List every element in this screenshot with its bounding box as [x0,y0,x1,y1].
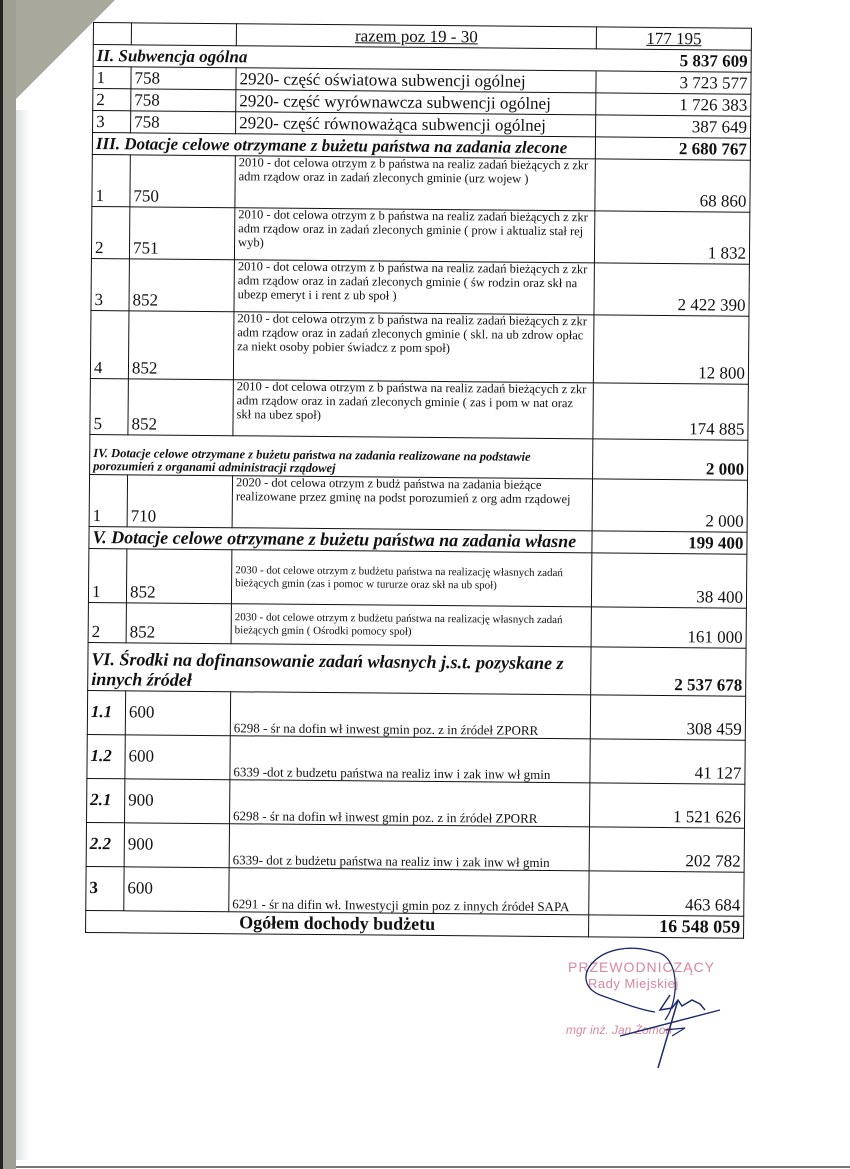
section-header-iv [90,434,748,480]
table-row [89,474,747,532]
row-dzial: 751 [129,207,234,260]
row-lp: 5 [90,378,128,434]
row-lp: 2 [93,89,131,111]
row-description: 2920- część oświatowa subwencji ogólnej [236,68,596,93]
row-description: 2010 - dot celowa otrzym z b państwa na realiz zadań bieżących z zkr adm rządow oraz in zadań zleconych gminie ( zas i pom w nat oraz skł na ubez społ) [233,380,593,439]
row-dzial: 852 [126,603,231,644]
row-description: 2010 - dot celowa otrzym z b państwa na realiz zadań bieżących z zkr adm rządow oraz in zadań zleconych gminie ( skl. na ub zdrow opłac za niekt osoby pobier świadcz z pom społ) [233,312,594,383]
row-description: 2010 - dot celowa otrzym z b państwa na realiz zadań bieżących z zkr adm rządow oraz in zadań zleconych gminie (urz wojew ) [235,156,595,211]
row-dzial: 710 [127,475,232,528]
row-lp: 3 [93,111,131,133]
row-value: 463 684 [589,871,744,916]
section-total: 2 000 [593,439,748,480]
row-dzial: 600 [125,691,230,736]
stamp-council: Rady Miejskiej [588,976,679,991]
table-row [87,690,745,740]
scanner-edge-dark [0,0,3,1169]
page-edge-shadow [16,110,30,1160]
row-description: 6298 - śr na dofin wł inwest gmin poz. z in źródeł ZPORR [230,780,590,827]
row-lp: 1 [92,154,130,206]
page-bottom-edge [16,1166,850,1168]
row-lp: 4 [90,310,129,378]
row-description: 2010 - dot celowa otrzym z b państwa na realiz zadań bieżących z zkr adm rządow oraz in zadań zleconych gminie ( prow i aktualiz stał rej wyb) [234,208,594,263]
table-row [91,206,749,264]
row-value: 202 782 [589,827,744,872]
dzial-cell [131,23,236,46]
table-row [87,778,745,828]
stamp-name: mgr inż. Jan Żomoń [566,1023,673,1037]
row-dzial: 758 [131,89,236,112]
row-description: 6339- dot z budżetu państwa na realiz inw i zak inw wł gmin [229,824,589,871]
row-value: 161 000 [591,607,746,648]
signature-stroke-main [660,995,705,1010]
section-title: VI. Środki na dofinansowanie zadań własnych j.s.t. pozyskane z innych źródeł [88,642,591,694]
row-dzial: 900 [125,779,230,824]
row-value: 3 723 577 [596,71,751,94]
signature-stroke-cross [620,1010,720,1036]
section-total: 5 837 609 [596,49,751,72]
table-row [86,822,744,872]
budget-table [85,22,752,939]
row-value: 1 521 626 [589,783,744,828]
stamp-title: PRZEWODNICZĄCY [568,959,715,975]
row-value: 1 832 [594,211,749,264]
row-dzial: 600 [125,735,230,780]
summary-value: 177 195 [596,27,751,50]
row-value: 41 127 [590,739,745,784]
row-value: 308 459 [590,695,745,740]
row-value: 387 649 [596,115,751,138]
row-description: 6339 -dot z budzetu państwa na realiz inw i zak inw wł gmin [230,736,590,783]
section-header-vi [88,642,746,696]
row-value: 2 422 390 [594,263,749,316]
grand-total-value: 16 548 059 [589,915,744,938]
row-dzial: 600 [124,867,229,912]
row-value: 1 726 383 [596,93,751,116]
row-value: 174 885 [593,383,748,440]
table-row [90,310,749,384]
table-row [92,154,750,212]
section-title: II. Subwencja ogólna [93,45,596,71]
row-dzial: 852 [126,549,231,604]
row-description: 6298 - śr na dofin wł inwest gmin poz. z in źródeł ZPORR [230,692,590,739]
handwritten-signature [560,940,750,1080]
row-description: 6291 - śr na difin wł. Inwestycji gmin poz z innych źródeł SAPA [229,868,589,915]
section-total: 2 680 767 [595,137,750,160]
row-value: 12 800 [593,315,749,384]
lp-cell [93,23,131,45]
grand-total-label: Ogółem dochody budżetu [86,910,589,936]
row-description: 2920- część równoważąca subwencji ogólnej [236,112,596,137]
row-lp: 2 [91,206,129,258]
row-dzial: 750 [130,155,235,208]
row-lp: 2 [88,602,126,642]
row-description: 2030 - dot celowe otrzym z budżetu państwa na realizację własnych zadań bieżących gmin (zas i pomoc w tururze oraz skł na ub społ) [231,550,591,607]
row-dzial: 758 [131,111,236,134]
table-row [88,548,746,608]
section-total: 199 400 [592,531,747,554]
section-total: 2 537 678 [591,647,746,696]
table-row [90,378,748,440]
section-title: III. Dotacje celowe otrzymane z bużetu państwa na zadania zlecone [92,133,595,159]
row-dzial: 852 [128,311,234,380]
row-description: 2030 - dot celowe otrzym z budżetu państwa na realizację własnych zadań bieżących gmin ( Ośrodki pomocy społ) [231,604,591,647]
row-lp: 1 [93,67,131,89]
section-title: V. Dotacje celowe otrzymane z bużetu państwa na zadania własne [89,526,592,552]
row-lp: 1.1 [87,690,125,734]
summary-label: razem poz 19 - 30 [236,24,596,49]
table-row [86,866,744,916]
table-row [91,258,749,316]
row-lp: 1 [89,474,127,526]
row-lp: 2.2 [86,822,124,866]
row-value: 68 860 [595,159,750,212]
row-lp: 1 [88,548,126,602]
section-title: IV. Dotacje celowe otrzymane z bużetu państwa na zadania realizowane na podstawie porozumień z organami administracji rządowej [90,434,593,478]
row-dzial: 758 [131,67,236,90]
row-lp: 3 [91,258,129,310]
row-dzial: 852 [128,379,233,436]
signature-loop [586,948,655,1012]
row-dzial: 852 [129,259,234,312]
row-value: 38 400 [591,553,746,608]
row-lp: 3 [86,866,124,910]
row-lp: 1.2 [87,734,125,778]
row-dzial: 900 [124,823,229,868]
table-row [88,602,746,648]
table-row [87,734,745,784]
row-lp: 2.1 [87,778,125,822]
row-description: 2010 - dot celowa otrzym z b państwa na realiz zadań bieżących z zkr adm rządow oraz in zadań zleconych gminie ( św rodzin oraz skł na ubezp emeryt i i rent z ub społ ) [234,260,594,315]
row-description: 2020 - dot celowa otrzym z budż państwa na zadania bieżące realizowane przez gminę na podst porozumień z org adm rządowej [232,476,592,531]
row-value: 2 000 [592,479,747,532]
row-description: 2920- część wyrównawcza subwencji ogólnej [236,90,596,115]
